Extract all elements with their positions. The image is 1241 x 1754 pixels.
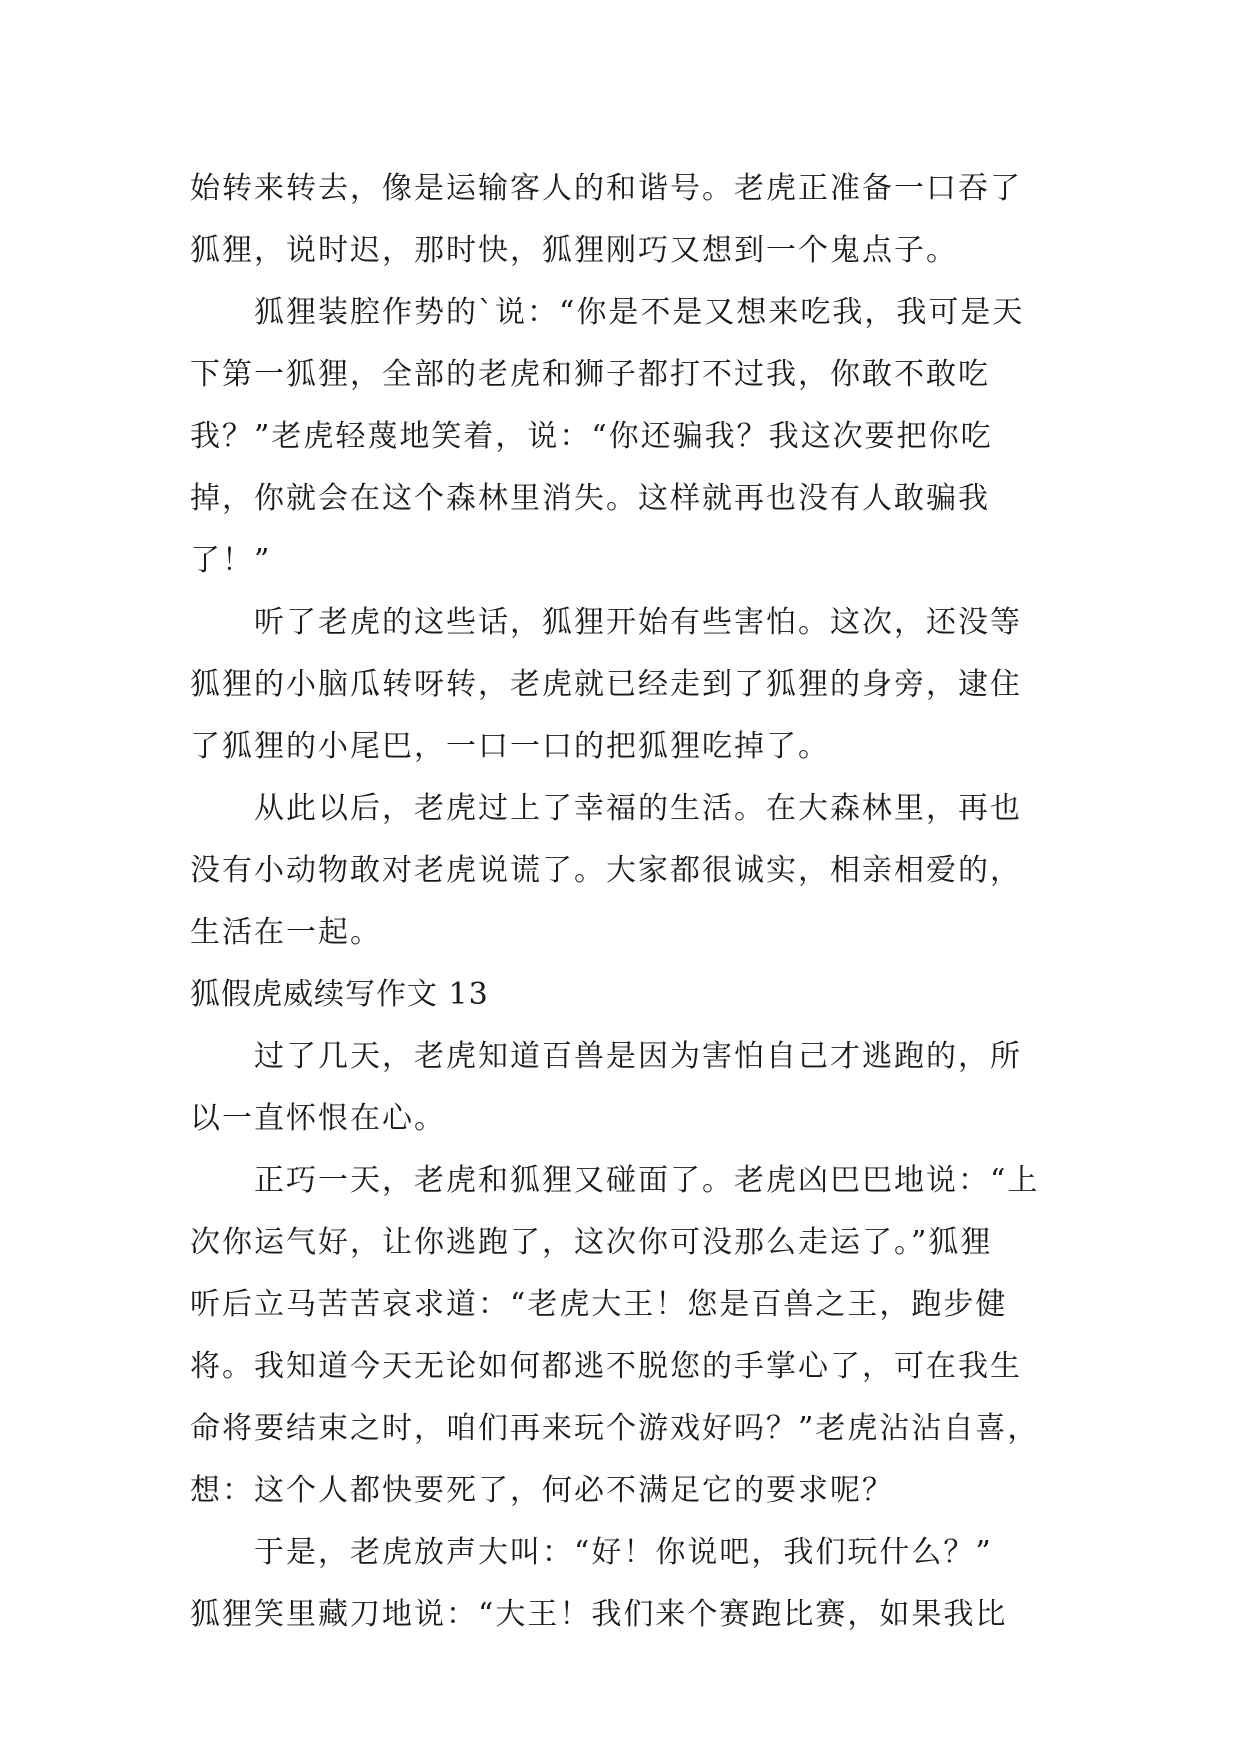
text-line: 想：这个人都快要死了，何必不满足它的要求呢？ [190,1473,894,1508]
text-line: 将。我知道今天无论如何都逃不脱您的手掌心了，可在我生 [190,1349,1022,1384]
text-line: 始转来转去，像是运输客人的和谐号。老虎正准备一口吞了 [190,171,1022,206]
text-line: 听后立马苦苦哀求道：“老虎大王！您是百兽之王，跑步健 [190,1287,1008,1322]
text-line: 下第一狐狸，全部的老虎和狮子都打不过我，你敢不敢吃 [190,357,990,392]
paragraph-first-line: 听了老虎的这些话，狐狸开始有些害怕。这次，还没等 [190,605,1022,640]
section-heading: 狐假虎威续写作文 13 [190,977,489,1012]
paragraph-first-line: 狐狸装腔作势的`说：“你是不是又想来吃我，我可是天 [190,295,1025,330]
text-line: 狐狸的小脑瓜转呀转，老虎就已经走到了狐狸的身旁，逮住 [190,667,1022,702]
document-body [190,158,1060,1646]
paragraph-first-line: 过了几天，老虎知道百兽是因为害怕自己才逃跑的，所 [190,1039,1022,1074]
text-line: 狐狸，说时迟，那时快，狐狸刚巧又想到一个鬼点子。 [190,233,958,268]
text-line: 没有小动物敢对老虎说谎了。大家都很诚实，相亲相爱的， [190,853,1022,888]
paragraph-first-line: 于是，老虎放声大叫：“好！你说吧，我们玩什么？” [190,1535,993,1570]
text-line: 命将要结束之时，咱们再来玩个游戏好吗？”老虎沾沾自喜， [190,1411,1040,1446]
text-line: 生活在一起。 [190,915,382,950]
text-line: 了！” [190,543,272,578]
text-line: 以一直怀恨在心。 [190,1101,446,1136]
text-line: 了狐狸的小尾巴，一口一口的把狐狸吃掉了。 [190,729,830,764]
text-line: 狐狸笑里藏刀地说：“大王！我们来个赛跑比赛，如果我比 [190,1597,1008,1632]
text-line: 我？”老虎轻蔑地笑着，说：“你还骗我？我这次要把你吃 [190,419,993,454]
text-line: 次你运气好，让你逃跑了，这次你可没那么走运了。”狐狸 [190,1225,993,1260]
text-line: 掉，你就会在这个森林里消失。这样就再也没有人敢骗我 [190,481,990,516]
paragraph-first-line: 从此以后，老虎过上了幸福的生活。在大森林里，再也 [190,791,1022,826]
paragraph-first-line: 正巧一天，老虎和狐狸又碰面了。老虎凶巴巴地说：“上 [190,1163,1040,1198]
